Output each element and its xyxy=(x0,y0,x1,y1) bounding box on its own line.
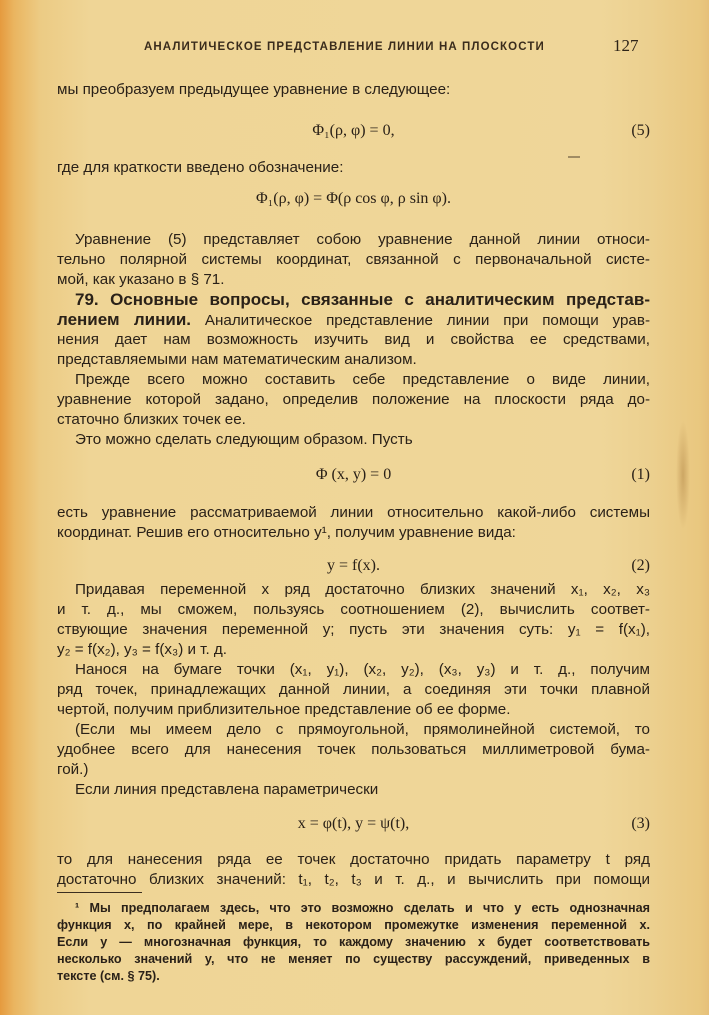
paragraph-line: (Если мы имеем дело с прямоугольной, прямолинейной системой, то xyxy=(75,721,650,738)
footnote-divider xyxy=(57,892,142,893)
paragraph-line: чертой, получим приблизительное представление об ее форме. xyxy=(57,701,511,718)
running-header: АНАЛИТИЧЕСКОЕ ПРЕДСТАВЛЕНИЕ ЛИНИИ НА ПЛОСКОСТИ xyxy=(144,41,545,53)
page-fold-shadow xyxy=(676,420,690,530)
section-heading-continued xyxy=(57,310,650,331)
equation-number-1: (1) xyxy=(631,466,650,483)
equation-2: y = f(x). xyxy=(326,557,380,574)
paragraph-line: представляемыми нам математическим анализом. xyxy=(57,351,417,368)
paragraph-line: y₂ = f(x₂), y₃ = f(x₃) и т. д. xyxy=(57,641,227,658)
paragraph-line: и т. д., мы сможем, пользуясь соотношением (2), вычислить соответ- xyxy=(57,601,650,618)
paragraph-line: статочно близких точек ее. xyxy=(57,411,246,428)
paragraph-line: Если линия представлена параметрически xyxy=(75,781,379,798)
equation-number-3: (3) xyxy=(631,815,650,832)
paragraph-line: то для нанесения ряда ее точек достаточно придать параметру t ряд xyxy=(57,851,650,868)
footnote-line: несколько значений y, что не меняет по существу рассуждений, приведенных в xyxy=(57,952,650,966)
equation-5: Φ₁(ρ, φ) = 0, xyxy=(312,122,395,139)
equation-1: Φ (x, y) = 0 xyxy=(315,466,392,483)
paragraph-line: достаточно близких значений: t₁, t₂, t₃ и т. д., и вычислить при помощи xyxy=(57,871,650,888)
equation-number-5: (5) xyxy=(631,122,650,139)
paragraph-line: Прежде всего можно составить себе представление о виде линии, xyxy=(75,371,650,388)
equation-number-2: (2) xyxy=(631,557,650,574)
paragraph-line: есть уравнение рассматриваемой линии относительно какой-либо системы xyxy=(57,504,650,521)
paragraph-line: Это можно сделать следующим образом. Пусть xyxy=(75,431,413,448)
paragraph-line: уравнение которой задано, определив положение на плоскости ряда до- xyxy=(57,391,650,408)
paragraph-line: ствующие значения переменной y; пусть эти значения суть: y₁ = f(x₁), xyxy=(57,621,650,638)
paragraph-line: координат. Решив его относительно y¹, получим уравнение вида: xyxy=(57,524,516,541)
footnote-line: ¹ Мы предполагаем здесь, что это возможно сделать и что y есть однозначная xyxy=(75,901,650,915)
section-heading-end: лением линии. xyxy=(57,310,192,329)
paragraph-line: мы преобразуем предыдущее уравнение в следующее: xyxy=(57,81,451,98)
paragraph-line: Уравнение (5) представляет собою уравнение данной линии относи- xyxy=(75,231,650,248)
paragraph-line: тельно полярной системы координат, связанной с первоначальной систе- xyxy=(57,251,650,268)
equation-definition: Φ₁(ρ, φ) = Φ(ρ cos φ, ρ sin φ). xyxy=(256,190,451,207)
equation-3: x = φ(t), y = ψ(t), xyxy=(297,815,410,832)
footnote-line: Если y — многозначная функция, то каждому значению x будет соответствовать xyxy=(57,935,650,949)
paragraph-line: Нанося на бумаге точки (x₁, y₁), (x₂, y₂), (x₃, y₃) и т. д., получим xyxy=(75,661,650,678)
page-number: 127 xyxy=(613,36,639,55)
paragraph-line: мой, как указано в § 71. xyxy=(57,271,225,288)
paragraph-line: ряд точек, принадлежащих данной линии, а соединяя эти точки плавной xyxy=(57,681,650,698)
paragraph-line: гой.) xyxy=(57,761,89,778)
paragraph-line: нения дает нам возможность изучить вид и свойства ее средствами, xyxy=(57,331,650,348)
footnote-line: функция x, по крайней мере, в некотором промежутке изменения переменной x. xyxy=(57,918,650,932)
section-heading: 79. Основные вопросы, связанные с аналитическим представ- xyxy=(75,290,650,309)
paragraph-line: удобнее всего для нанесения точек пользоваться миллиметровой бума- xyxy=(57,741,650,758)
paragraph-line: Придавая переменной x ряд достаточно близких значений x₁, x₂, x₃ xyxy=(75,581,650,598)
footnote-line: тексте (см. § 75). xyxy=(57,969,160,983)
paragraph-line: где для краткости введено обозначение: xyxy=(57,159,344,176)
section-text: Аналитическое представление линии при помощи урав- xyxy=(191,312,650,329)
